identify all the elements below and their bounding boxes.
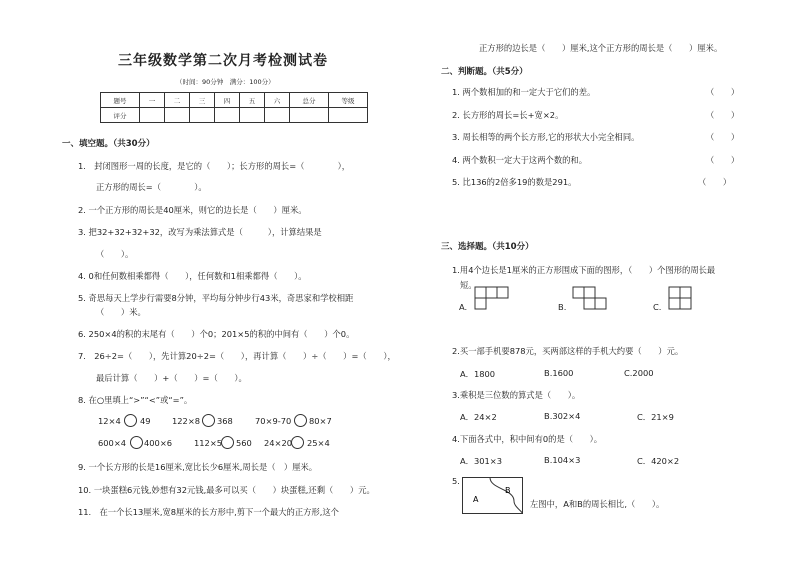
figure-c bbox=[668, 286, 698, 316]
question: （ ）。 bbox=[96, 249, 134, 259]
compare-circle[interactable] bbox=[221, 436, 234, 449]
judge-paren[interactable]: （ ） bbox=[706, 155, 740, 165]
question: 4. 0和任何数相乘都得（ ），任何数和1相乘都得（ ）。 bbox=[78, 271, 307, 281]
option-label: C．21×9 bbox=[637, 412, 674, 422]
score-header-cell: 四 bbox=[215, 93, 240, 108]
question: 1. 封闭图形一周的长度，是它的（ ）；长方形的周长=（ ）， bbox=[78, 161, 351, 171]
score-cell bbox=[265, 108, 290, 123]
judge-paren[interactable]: （ ） bbox=[698, 177, 732, 187]
question: 11. 在一个长13厘米,宽8厘米的长方形中,剪下一个最大的正方形,这个 bbox=[78, 507, 339, 517]
score-header-cell: 等级 bbox=[329, 93, 368, 108]
compare-circle[interactable] bbox=[202, 414, 215, 427]
option-label: B. bbox=[558, 302, 567, 312]
option-label: A．301×3 bbox=[460, 456, 503, 466]
region-b-label: B bbox=[505, 486, 511, 495]
question: 最后计算（ ）+（ ）=（ ）。 bbox=[96, 373, 247, 383]
option-label: A. bbox=[459, 302, 468, 312]
score-header-cell: 五 bbox=[240, 93, 265, 108]
judge-question: 5. 比136的2倍多19的数是291。 bbox=[452, 177, 577, 187]
option-label: C. bbox=[653, 302, 662, 312]
question: 9. 一个长方形的长是16厘米,宽比长少6厘米,周长是（ ）厘米。 bbox=[78, 462, 318, 472]
compare-right: 25×4 bbox=[307, 438, 330, 448]
judge-question: 2. 长方形的周长=长+宽×2。 bbox=[452, 110, 564, 120]
score-header-cell: 六 bbox=[265, 93, 290, 108]
compare-circle[interactable] bbox=[124, 414, 137, 427]
option-label: B.104×3 bbox=[544, 455, 581, 465]
section3-heading: 三、选择题。（共10分） bbox=[441, 242, 534, 252]
compare-left: 70×9-70 bbox=[255, 416, 292, 426]
page-title: 三年级数学第二次月考检测试卷 bbox=[118, 53, 328, 69]
question: 10. 一块蛋糕6元钱,妙想有32元钱,最多可以买（ ）块蛋糕,还剩（ ）元。 bbox=[78, 485, 375, 495]
score-cell bbox=[329, 108, 368, 123]
compare-left: 12×4 bbox=[98, 416, 121, 426]
choice-question: 左图中，A和B的周长相比,（ ）。 bbox=[530, 499, 665, 509]
score-row-label: 评分 bbox=[101, 108, 140, 123]
score-table bbox=[100, 92, 368, 123]
score-cell bbox=[140, 108, 165, 123]
figure-b bbox=[572, 286, 612, 316]
score-row bbox=[101, 108, 368, 123]
question: 正方形的周长=（ ）。 bbox=[96, 182, 207, 192]
question: 3. 把32+32+32+32，改写为乘法算式是（ ），计算结果是 bbox=[78, 227, 322, 237]
question: 2. 一个正方形的周长是40厘米，则它的边长是（ ）厘米。 bbox=[78, 205, 307, 215]
choice-question: 4.下面各式中，积中间有0的是（ ）。 bbox=[452, 434, 603, 444]
score-cell bbox=[290, 108, 329, 123]
compare-circle[interactable] bbox=[294, 414, 307, 427]
question: （ ）米。 bbox=[96, 307, 146, 317]
compare-right: 368 bbox=[217, 416, 233, 426]
question: 5. 奇思每天上学步行需要8分钟，平均每分钟步行43米，奇思家和学校相距 bbox=[78, 293, 354, 303]
compare-circle[interactable] bbox=[291, 436, 304, 449]
choice-question-number: 5. bbox=[452, 476, 460, 486]
compare-right: 560 bbox=[236, 438, 252, 448]
choice-question: 1.用4个边长是1厘米的正方形围成下面的图形，（ ）个图形的周长最 bbox=[452, 265, 716, 275]
question: 8. 在○里填上“>”“<”或“=”。 bbox=[78, 395, 193, 405]
compare-left: 600×4 bbox=[98, 438, 127, 448]
section1-heading: 一、填空题。（共30分） bbox=[62, 139, 155, 149]
score-header-cell: 题号 bbox=[101, 93, 140, 108]
judge-paren[interactable]: （ ） bbox=[706, 132, 740, 142]
compare-left: 112×5 bbox=[194, 438, 223, 448]
score-cell bbox=[215, 108, 240, 123]
compare-right: 49 bbox=[140, 416, 151, 426]
score-header-cell: 三 bbox=[190, 93, 215, 108]
compare-left: 24×20 bbox=[264, 438, 293, 448]
choice-question: 3.乘积是三位数的算式是（ ）。 bbox=[452, 390, 581, 400]
option-label: B.302×4 bbox=[544, 411, 581, 421]
option-label: C．420×2 bbox=[637, 456, 680, 466]
option-label: B.1600 bbox=[544, 368, 574, 378]
judge-paren[interactable]: （ ） bbox=[706, 110, 740, 120]
judge-question: 4. 两个数积一定大于这两个数的和。 bbox=[452, 155, 588, 165]
score-header-cell: 二 bbox=[165, 93, 190, 108]
compare-right: 400×6 bbox=[144, 438, 173, 448]
section2-heading: 二、判断题。（共5分） bbox=[441, 67, 528, 77]
compare-circle[interactable] bbox=[130, 436, 143, 449]
score-cell bbox=[190, 108, 215, 123]
continuation-line: 正方形的边长是（ ）厘米,这个正方形的周长是（ ）厘米。 bbox=[479, 43, 723, 53]
option-label: A．24×2 bbox=[460, 412, 497, 422]
choice-question: 短。 bbox=[460, 280, 477, 290]
choice-question: 2.买一部手机要878元，买两部这样的手机大约要（ ）元。 bbox=[452, 346, 684, 356]
score-cell bbox=[240, 108, 265, 123]
question: 7. 26÷2=（ ），先计算20÷2=（ ），再计算（ ）÷（ ）=（ ）， bbox=[78, 351, 396, 361]
option-label: C.2000 bbox=[624, 368, 654, 378]
exam-meta: （时间：90分钟 满分：100分） bbox=[176, 78, 275, 86]
judge-question: 3. 周长相等的两个长方形,它的形状大小完全相同。 bbox=[452, 132, 640, 142]
score-header-cell: 总分 bbox=[290, 93, 329, 108]
figure-a bbox=[474, 286, 520, 316]
compare-right: 80×7 bbox=[309, 416, 332, 426]
option-label: A．1800 bbox=[460, 369, 496, 379]
compare-left: 122×8 bbox=[172, 416, 201, 426]
judge-paren[interactable]: （ ） bbox=[706, 87, 740, 97]
region-ab-figure bbox=[462, 477, 524, 517]
region-a-label: A bbox=[473, 495, 479, 504]
judge-question: 1. 两个数相加的和一定大于它们的差。 bbox=[452, 87, 596, 97]
score-header-cell: 一 bbox=[140, 93, 165, 108]
score-header-row bbox=[101, 93, 368, 108]
score-cell bbox=[165, 108, 190, 123]
question: 6. 250×4的积的末尾有（ ）个0；201×5的积的中间有（ ）个0。 bbox=[78, 329, 355, 339]
